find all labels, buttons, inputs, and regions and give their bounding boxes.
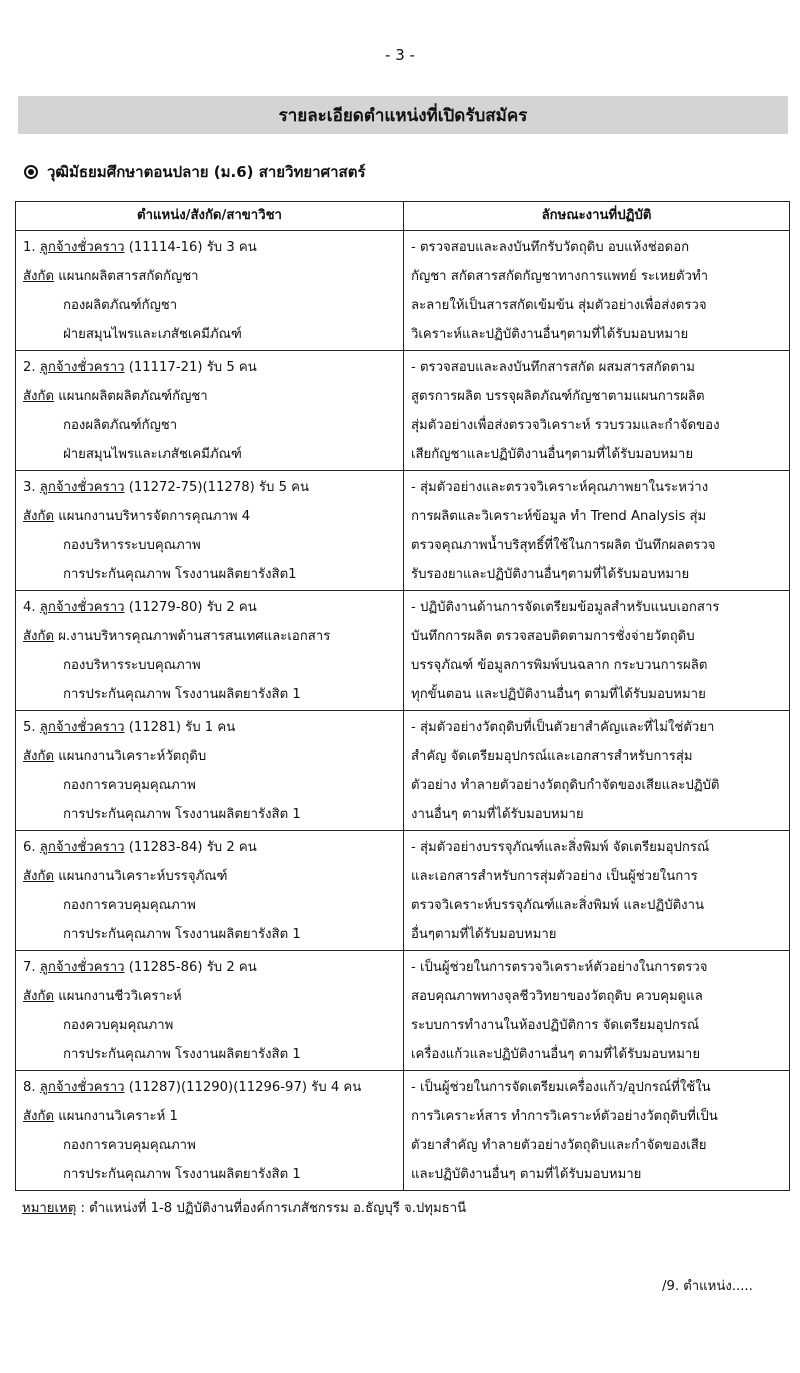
affiliation-unit: แผนกงานวิเคราะห์บรรจุภัณฑ์ — [58, 869, 228, 884]
affiliation-unit: แผนกผลิตผลิตภัณฑ์กัญชา — [58, 389, 208, 404]
position-cell — [16, 831, 404, 951]
position-name: ลูกจ้างชั่วคราว — [39, 480, 125, 495]
affiliation-department: ฝ่ายสมุนไพรและเภสัชเคมีภัณฑ์ — [63, 447, 242, 462]
position-number: 2. — [23, 360, 36, 375]
duty-line: การวิเคราะห์สาร ทำการวิเคราะห์ตัวอย่างวัตถุดิบที่เป็น — [411, 1109, 718, 1124]
duty-line: สุ่มตัวอย่างเพื่อส่งตรวจวิเคราะห์ รวบรวมและกำจัดของ — [411, 418, 720, 433]
table-row — [16, 231, 790, 351]
duty-line: - ปฏิบัติงานด้านการจัดเตรียมข้อมูลสำหรับแนบเอกสาร — [411, 600, 720, 615]
duty-line: งานอื่นๆ ตามที่ได้รับมอบหมาย — [411, 807, 584, 822]
header-position: ตำแหน่ง/สังกัด/สาขาวิชา — [16, 202, 404, 231]
affiliation-unit: แผนกงานวิเคราะห์วัตถุดิบ — [58, 749, 207, 764]
duty-line: ตัวอย่าง ทำลายตัวอย่างวัตถุดิบกำจัดของเสียและปฏิบัติ — [411, 778, 720, 793]
duties-cell — [404, 1071, 790, 1191]
affiliation-unit: แผนกงานชีววิเคราะห์ — [58, 989, 182, 1004]
position-name: ลูกจ้างชั่วคราว — [39, 720, 125, 735]
position-cell — [16, 1071, 404, 1191]
duty-line: ทุกขั้นตอน และปฏิบัติงานอื่นๆ ตามที่ได้รับมอบหมาย — [411, 687, 706, 702]
position-cell — [16, 711, 404, 831]
duty-line: ตัวยาสำคัญ ทำลายตัวอย่างวัตถุดิบและกำจัดของเสีย — [411, 1138, 707, 1153]
affiliation-label: สังกัด — [23, 989, 55, 1004]
duty-line: - เป็นผู้ช่วยในการจัดเตรียมเครื่องแก้ว/อุปกรณ์ที่ใช้ใน — [411, 1080, 711, 1095]
position-name: ลูกจ้างชั่วคราว — [39, 240, 125, 255]
table-row — [16, 471, 790, 591]
affiliation-department: การประกันคุณภาพ โรงงานผลิตยารังสิต 1 — [63, 687, 301, 702]
table-row — [16, 951, 790, 1071]
affiliation-label: สังกัด — [23, 629, 55, 644]
duty-line: วิเคราะห์และปฏิบัติงานอื่นๆตามที่ได้รับมอบหมาย — [411, 327, 689, 342]
section-heading — [24, 160, 366, 184]
duty-line: - ตรวจสอบและลงบันทึกสารสกัด ผสมสารสกัดตาม — [411, 360, 695, 375]
position-name: ลูกจ้างชั่วคราว — [39, 1080, 125, 1095]
position-code: (11285-86) รับ 2 คน — [128, 960, 257, 975]
position-cell — [16, 351, 404, 471]
position-name: ลูกจ้างชั่วคราว — [39, 960, 125, 975]
duty-line: และปฏิบัติงานอื่นๆ ตามที่ได้รับมอบหมาย — [411, 1167, 642, 1182]
duty-line: ตรวจคุณภาพน้ำบริสุทธิ์ที่ใช้ในการผลิต บันทึกผลตรวจ — [411, 538, 716, 553]
position-title — [23, 473, 397, 502]
position-number: 1. — [23, 240, 36, 255]
affiliation-label: สังกัด — [23, 749, 55, 764]
position-number: 6. — [23, 840, 36, 855]
duties-cell — [404, 591, 790, 711]
affiliation-unit: แผนกงานวิเคราะห์ 1 — [58, 1109, 178, 1124]
position-cell — [16, 951, 404, 1071]
duty-line: และเอกสารสำหรับการสุ่มตัวอย่าง เป็นผู้ช่วยในการ — [411, 869, 698, 884]
footnote-text: : ตำแหน่งที่ 1-8 ปฏิบัติงานที่องค์การเภสัชกรรม อ.ธัญบุรี จ.ปทุมธานี — [76, 1201, 467, 1216]
positions-table — [15, 201, 790, 1191]
position-cell — [16, 231, 404, 351]
duty-line: เสียกัญชาและปฏิบัติงานอื่นๆตามที่ได้รับมอบหมาย — [411, 447, 694, 462]
affiliation-unit: แผนกผลิตสารสกัดกัญชา — [58, 269, 199, 284]
affiliation-label: สังกัด — [23, 269, 55, 284]
duty-line: ละลายให้เป็นสารสกัดเข้มข้น สุ่มตัวอย่างเพื่อส่งตรวจ — [411, 298, 707, 313]
table-row — [16, 711, 790, 831]
position-name: ลูกจ้างชั่วคราว — [39, 600, 125, 615]
affiliation-division: กองควบคุมคุณภาพ — [63, 1018, 174, 1033]
duty-line: สำคัญ จัดเตรียมอุปกรณ์และเอกสารสำหรับการสุ่ม — [411, 749, 693, 764]
continued-marker: /9. ตำแหน่ง..... — [662, 1279, 753, 1294]
duty-line: บรรจุภัณฑ์ ข้อมูลการพิมพ์บนฉลาก กระบวนการผลิต — [411, 658, 708, 673]
duty-line: รับรองยาและปฏิบัติงานอื่นๆตามที่ได้รับมอบหมาย — [411, 567, 690, 582]
page-title: รายละเอียดตำแหน่งที่เปิดรับสมัคร — [18, 96, 788, 134]
affiliation-division: กองการควบคุมคุณภาพ — [63, 778, 196, 793]
position-title — [23, 353, 397, 382]
position-title — [23, 233, 397, 262]
affiliation-department: ฝ่ายสมุนไพรและเภสัชเคมีภัณฑ์ — [63, 327, 242, 342]
duty-line: สูตรการผลิต บรรจุผลิตภัณฑ์กัญชาตามแผนการผลิต — [411, 389, 705, 404]
position-code: (11287)(11290)(11296-97) รับ 4 คน — [128, 1080, 362, 1095]
affiliation-label: สังกัด — [23, 389, 55, 404]
affiliation-division: กองบริหารระบบคุณภาพ — [63, 538, 201, 553]
position-title — [23, 833, 397, 862]
footnote — [22, 1197, 466, 1218]
duty-line: - ตรวจสอบและลงบันทึกรับวัตถุดิบ อบแห้งช่อดอก — [411, 240, 690, 255]
position-title — [23, 713, 397, 742]
affiliation-department: การประกันคุณภาพ โรงงานผลิตยารังสิต 1 — [63, 927, 301, 942]
table-row — [16, 1071, 790, 1191]
affiliation-line — [23, 982, 397, 1011]
affiliation-line — [23, 862, 397, 891]
position-number: 5. — [23, 720, 36, 735]
header-duties: ลักษณะงานที่ปฏิบัติ — [404, 202, 790, 231]
duty-line: อื่นๆตามที่ได้รับมอบหมาย — [411, 927, 557, 942]
position-title — [23, 1073, 397, 1102]
affiliation-division: กองบริหารระบบคุณภาพ — [63, 658, 201, 673]
affiliation-line — [23, 502, 397, 531]
position-cell — [16, 471, 404, 591]
footnote-label: หมายเหตุ — [22, 1201, 77, 1216]
affiliation-division: กองการควบคุมคุณภาพ — [63, 1138, 196, 1153]
duties-cell — [404, 231, 790, 351]
duty-line: ตรวจวิเคราะห์บรรจุภัณฑ์และสิ่งพิมพ์ และปฏิบัติงาน — [411, 898, 705, 913]
position-title — [23, 593, 397, 622]
affiliation-line — [23, 1102, 397, 1131]
table-header-row — [16, 202, 790, 231]
position-name: ลูกจ้างชั่วคราว — [39, 840, 125, 855]
duty-line: กัญชา สกัดสารสกัดกัญชาทางการแพทย์ ระเหยตัวทำ — [411, 269, 709, 284]
duty-line: ระบบการทำงานในห้องปฏิบัติการ จัดเตรียมอุปกรณ์ — [411, 1018, 700, 1033]
affiliation-department: การประกันคุณภาพ โรงงานผลิตยารังสิต 1 — [63, 1167, 301, 1182]
page-number: - 3 - — [385, 46, 415, 64]
duties-cell — [404, 471, 790, 591]
affiliation-line — [23, 742, 397, 771]
affiliation-unit: ผ.งานบริหารคุณภาพด้านสารสนเทศและเอกสาร — [58, 629, 331, 644]
position-number: 4. — [23, 600, 36, 615]
duties-cell — [404, 951, 790, 1071]
duty-line: - สุ่มตัวอย่างวัตถุดิบที่เป็นตัวยาสำคัญและที่ไม่ใช่ตัวยา — [411, 720, 715, 735]
position-code: (11114-16) รับ 3 คน — [128, 240, 257, 255]
affiliation-line — [23, 262, 397, 291]
affiliation-department: การประกันคุณภาพ โรงงานผลิตยารังสิต 1 — [63, 1047, 301, 1062]
radio-selected-icon — [24, 165, 38, 179]
affiliation-unit: แผนกงานบริหารจัดการคุณภาพ 4 — [58, 509, 251, 524]
affiliation-label: สังกัด — [23, 509, 55, 524]
position-code: (11117-21) รับ 5 คน — [128, 360, 257, 375]
affiliation-label: สังกัด — [23, 869, 55, 884]
table-body — [16, 231, 790, 1191]
affiliation-department: การประกันคุณภาพ โรงงานผลิตยารังสิต1 — [63, 567, 297, 582]
table-row — [16, 591, 790, 711]
position-number: 7. — [23, 960, 36, 975]
position-cell — [16, 591, 404, 711]
duty-line: - สุ่มตัวอย่างบรรจุภัณฑ์และสิ่งพิมพ์ จัดเตรียมอุปกรณ์ — [411, 840, 710, 855]
position-name: ลูกจ้างชั่วคราว — [39, 360, 125, 375]
table-row — [16, 831, 790, 951]
affiliation-division: กองผลิตภัณฑ์กัญชา — [63, 418, 178, 433]
duty-line: บันทึกการผลิต ตรวจสอบติดตามการชั่งจ่ายวัตถุดิบ — [411, 629, 695, 644]
affiliation-line — [23, 622, 397, 651]
table-row — [16, 351, 790, 471]
duty-line: - เป็นผู้ช่วยในการตรวจวิเคราะห์ตัวอย่างในการตรวจ — [411, 960, 708, 975]
section-heading-text: วุฒิมัธยมศึกษาตอนปลาย (ม.6) สายวิทยาศาสตร์ — [47, 163, 366, 181]
duties-cell — [404, 831, 790, 951]
duty-line: เครื่องแก้วและปฏิบัติงานอื่นๆ ตามที่ได้รับมอบหมาย — [411, 1047, 701, 1062]
duty-line: สอบคุณภาพทางจุลชีววิทยาของวัตถุดิบ ควบคุมดูแล — [411, 989, 703, 1004]
duty-line: - สุ่มตัวอย่างและตรวจวิเคราะห์คุณภาพยาในระหว่าง — [411, 480, 709, 495]
affiliation-division: กองการควบคุมคุณภาพ — [63, 898, 196, 913]
position-code: (11272-75)(11278) รับ 5 คน — [128, 480, 309, 495]
affiliation-department: การประกันคุณภาพ โรงงานผลิตยารังสิต 1 — [63, 807, 301, 822]
position-number: 8. — [23, 1080, 36, 1095]
position-code: (11281) รับ 1 คน — [128, 720, 236, 735]
affiliation-division: กองผลิตภัณฑ์กัญชา — [63, 298, 178, 313]
duty-line: การผลิตและวิเคราะห์ข้อมูล ทำ Trend Analysis สุ่ม — [411, 509, 707, 524]
position-number: 3. — [23, 480, 36, 495]
duties-cell — [404, 351, 790, 471]
position-code: (11283-84) รับ 2 คน — [128, 840, 257, 855]
affiliation-label: สังกัด — [23, 1109, 55, 1124]
affiliation-line — [23, 382, 397, 411]
position-title — [23, 953, 397, 982]
position-code: (11279-80) รับ 2 คน — [128, 600, 257, 615]
duties-cell — [404, 711, 790, 831]
